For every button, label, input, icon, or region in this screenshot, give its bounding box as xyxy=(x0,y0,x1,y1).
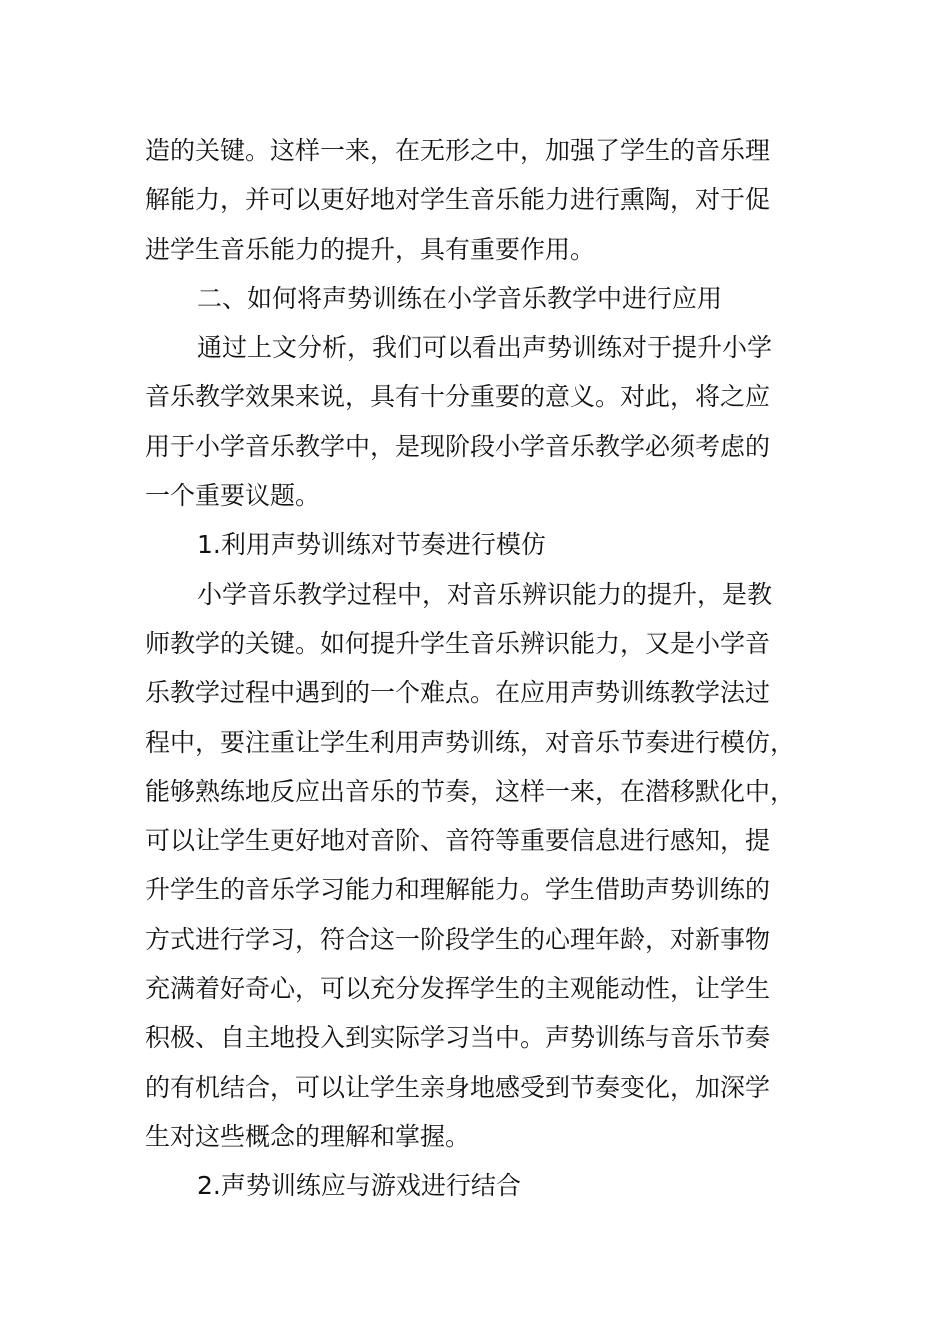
paragraph-line: 积极、自主地投入到实际学习当中。声势训练与音乐节奏 xyxy=(145,1023,771,1053)
paragraph-first-line: 2.声势训练应与游戏进行结合 xyxy=(197,1171,521,1201)
paragraph-first-line: 1.利用声势训练对节奏进行模仿 xyxy=(197,530,546,560)
paragraph-line: 进学生音乐能力的提升，具有重要作用。 xyxy=(145,234,596,264)
paragraph-first-line: 小学音乐教学过程中，对音乐辨识能力的提升，是教 xyxy=(197,579,773,609)
paragraph-line: 生对这些概念的理解和掌握。 xyxy=(145,1121,471,1151)
paragraph-line: 师教学的关键。如何提升学生音乐辨识能力，又是小学音 xyxy=(145,628,771,658)
paragraph-line: 能够熟练地反应出音乐的节奏，这样一来，在潜移默化中， xyxy=(145,776,796,806)
paragraph-line: 的有机结合，可以让学生亲身地感受到节奏变化，加深学 xyxy=(145,1072,771,1102)
document-body xyxy=(145,126,805,1211)
paragraph-line: 乐教学过程中遇到的一个难点。在应用声势训练教学法过 xyxy=(145,678,771,708)
paragraph-line: 造的关键。这样一来，在无形之中，加强了学生的音乐理 xyxy=(145,136,771,165)
paragraph-line: 音乐教学效果来说，具有十分重要的意义。对此，将之应 xyxy=(145,382,771,412)
paragraph-line: 方式进行学习，符合这一阶段学生的心理年龄，对新事物 xyxy=(145,924,771,954)
paragraph-first-line: 通过上文分析，我们可以看出声势训练对于提升小学 xyxy=(197,333,773,363)
paragraph-first-line: 二、如何将声势训练在小学音乐教学中进行应用 xyxy=(197,283,723,313)
paragraph-line: 解能力，并可以更好地对学生音乐能力进行熏陶，对于促 xyxy=(145,185,771,215)
paragraph-line: 升学生的音乐学习能力和理解能力。学生借助声势训练的 xyxy=(145,875,771,905)
paragraph-line: 充满着好奇心，可以充分发挥学生的主观能动性，让学生 xyxy=(145,974,771,1004)
paragraph-line: 用于小学音乐教学中，是现阶段小学音乐教学必须考虑的 xyxy=(145,431,771,461)
paragraph-line: 程中，要注重让学生利用声势训练，对音乐节奏进行模仿， xyxy=(145,727,796,757)
paragraph-line: 可以让学生更好地对音阶、音符等重要信息进行感知，提 xyxy=(145,826,771,856)
paragraph-line: 一个重要议题。 xyxy=(145,481,321,511)
